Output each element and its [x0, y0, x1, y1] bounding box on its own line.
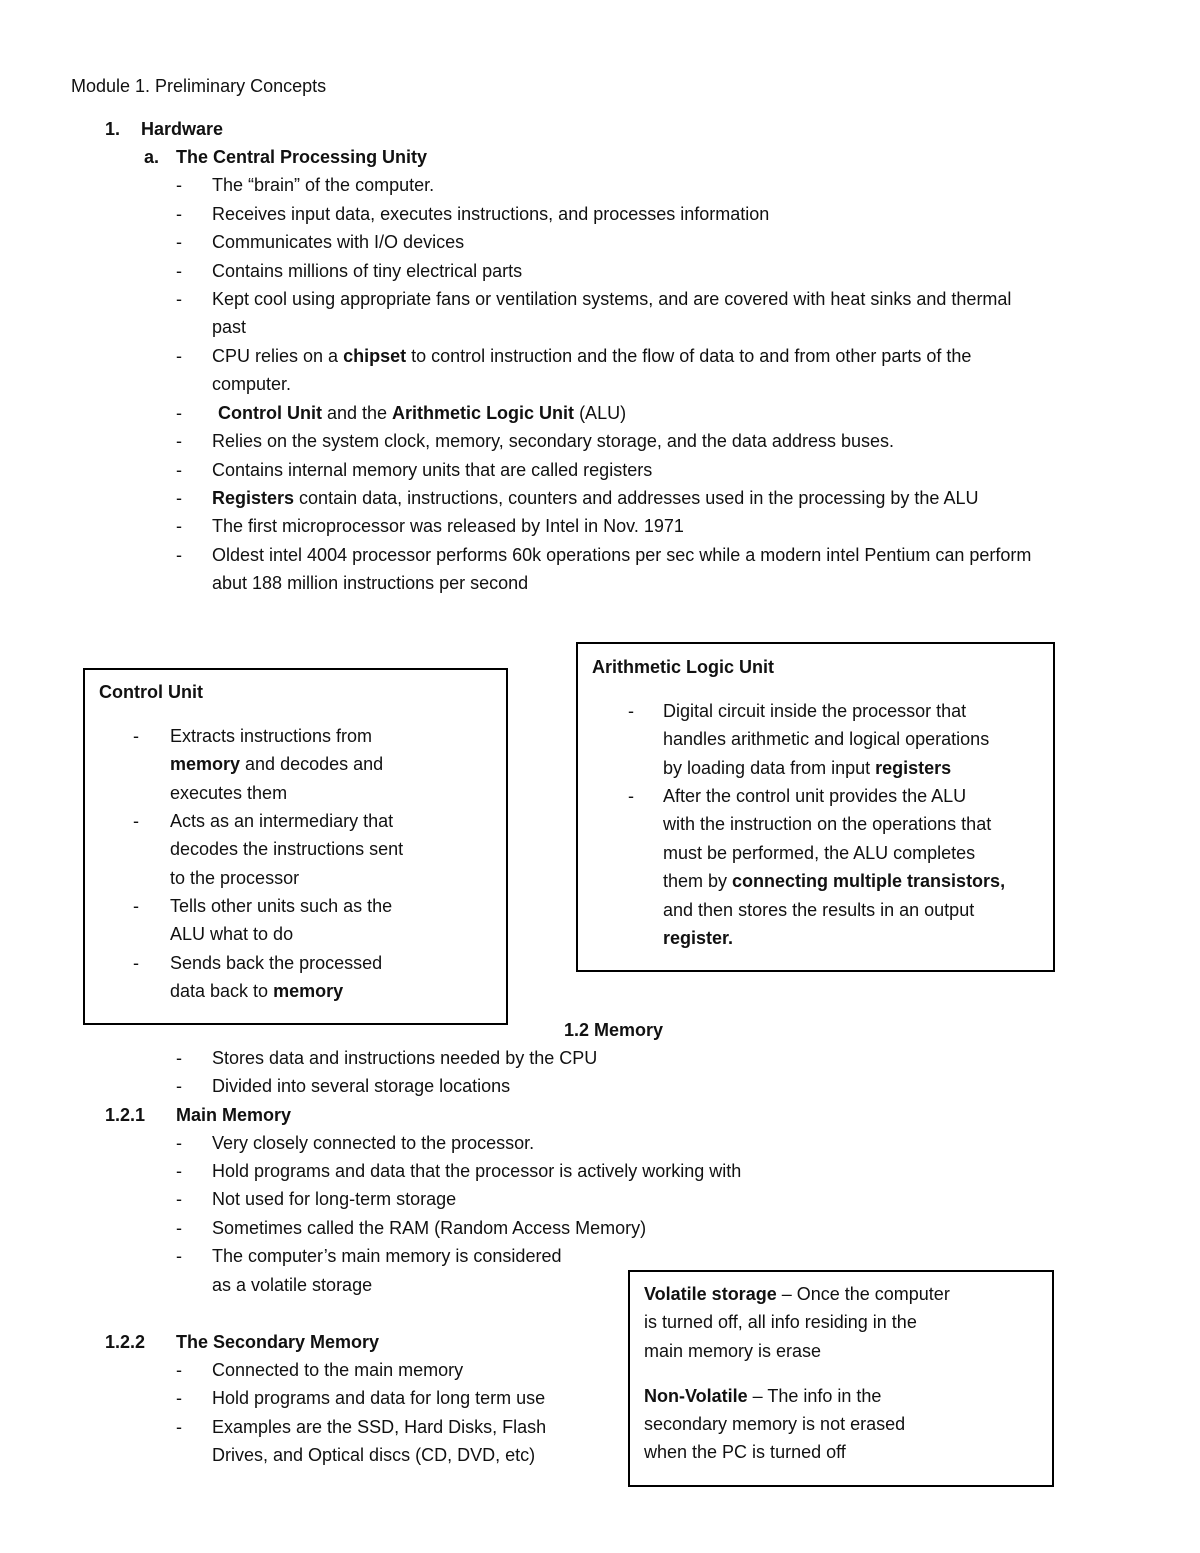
dash-bullet: -	[628, 701, 634, 721]
bullet-text	[212, 484, 978, 512]
dash-bullet: -	[176, 204, 182, 224]
hardware-number: 1.	[105, 119, 121, 139]
register-term: register.	[663, 928, 734, 948]
secondary-memory-number: 1.2.2	[105, 1332, 146, 1352]
bullet-text: The first microprocessor was released by Intel in Nov. 1971	[212, 516, 684, 536]
box-title: Arithmetic Logic Unit	[592, 657, 775, 677]
text-run: contain data, instructions, counters and addresses used in the processing by the ALU	[294, 488, 979, 508]
hardware-heading: Hardware	[141, 119, 224, 139]
text-run: and the	[321, 403, 393, 423]
bullet-text: Kept cool using appropriate fans or ventilation systems, and are covered with heat sinks and thermal	[212, 289, 1012, 309]
dash-bullet: -	[133, 953, 139, 973]
bullet-text: Connected to the main memory	[212, 1360, 464, 1380]
dash-bullet: -	[176, 431, 182, 451]
dash-bullet: -	[176, 1417, 182, 1437]
dash-bullet: -	[176, 516, 182, 536]
control-unit-term: Control Unit	[218, 403, 322, 423]
dash-bullet: -	[176, 346, 182, 366]
box-item-text	[170, 750, 383, 778]
box-item-text: Tells other units such as the	[170, 896, 393, 916]
bullet-text	[218, 399, 626, 427]
dash-bullet: -	[133, 726, 139, 746]
dash-bullet: -	[176, 261, 182, 281]
dash-bullet: -	[176, 1076, 182, 1096]
box-title: Control Unit	[99, 682, 203, 702]
bullet-text: Contains internal memory units that are called registers	[212, 460, 653, 480]
cpu-letter: a.	[144, 147, 160, 167]
box-item-text	[644, 1280, 950, 1308]
box-item-text: decodes the instructions sent	[170, 839, 404, 859]
bullet-text-continued: as a volatile storage	[212, 1275, 373, 1295]
box-item-text	[170, 977, 343, 1005]
dash-bullet: -	[176, 460, 182, 480]
bullet-text: Sometimes called the RAM (Random Access Memory)	[212, 1218, 647, 1238]
registers-term: registers	[875, 758, 952, 778]
bullet-text: Hold programs and data for long term use	[212, 1388, 546, 1408]
bullet-text: Communicates with I/O devices	[212, 232, 465, 252]
dash-bullet: -	[176, 403, 182, 423]
box-item-text: main memory is erase	[644, 1341, 822, 1361]
dash-bullet: -	[176, 1189, 182, 1209]
box-item-text: secondary memory is not erased	[644, 1414, 906, 1434]
box-item-text: and then stores the results in an output	[663, 900, 975, 920]
box-item-text: is turned off, all info residing in the	[644, 1312, 917, 1332]
bullet-text-continued: Drives, and Optical discs (CD, DVD, etc)	[212, 1445, 536, 1465]
chipset-term: chipset	[343, 346, 407, 366]
bullet-text: The computer’s main memory is considered	[212, 1246, 562, 1266]
bullet-text-continued: computer.	[212, 374, 292, 394]
text-run: CPU relies on a	[212, 346, 344, 366]
cpu-heading: The Central Processing Unity	[176, 147, 428, 167]
alu-term: Arithmetic Logic Unit	[392, 403, 575, 423]
bullet-text: Hold programs and data that the processor is actively working with	[212, 1161, 742, 1181]
box-item-text	[663, 754, 951, 782]
dash-bullet: -	[176, 1133, 182, 1153]
control-unit-box	[83, 668, 508, 1025]
box-item-text: Digital circuit inside the processor that	[663, 701, 967, 721]
transistors-term: connecting multiple transistors,	[732, 871, 1006, 891]
text-run: by loading data from input	[663, 758, 876, 778]
volatile-term: Volatile storage	[644, 1284, 777, 1304]
memory-term: memory	[170, 754, 241, 774]
memory-term: memory	[273, 981, 344, 1001]
text-run: (ALU)	[574, 403, 627, 423]
memory-heading: 1.2 Memory	[564, 1020, 664, 1040]
bullet-text: Very closely connected to the processor.	[212, 1133, 535, 1153]
box-item-text: to the processor	[170, 868, 300, 888]
box-item-text: handles arithmetic and logical operations	[663, 729, 990, 749]
dash-bullet: -	[176, 545, 182, 565]
bullet-text: Divided into several storage locations	[212, 1076, 511, 1096]
box-item-text: Sends back the processed	[170, 953, 383, 973]
bullet-text-continued: past	[212, 317, 247, 337]
registers-term: Registers	[212, 488, 295, 508]
bullet-text: Contains millions of tiny electrical parts	[212, 261, 523, 281]
bullet-text-continued: abut 188 million instructions per second	[212, 573, 529, 593]
volatile-box	[628, 1270, 1054, 1487]
dash-bullet: -	[176, 1360, 182, 1380]
dash-bullet: -	[628, 786, 634, 806]
module-title: Module 1. Preliminary Concepts	[71, 76, 327, 96]
dash-bullet: -	[133, 896, 139, 916]
dash-bullet: -	[176, 1048, 182, 1068]
dash-bullet: -	[176, 175, 182, 195]
dash-bullet: -	[176, 1246, 182, 1266]
dash-bullet: -	[133, 811, 139, 831]
box-item-text: when the PC is turned off	[644, 1442, 846, 1462]
box-item-text: must be performed, the ALU completes	[663, 843, 976, 863]
text-run: – Once the computer	[776, 1284, 950, 1304]
dash-bullet: -	[176, 1388, 182, 1408]
box-item-text: executes them	[170, 783, 288, 803]
alu-box	[576, 642, 1055, 972]
non-volatile-term: Non-Volatile	[644, 1386, 748, 1406]
dash-bullet: -	[176, 488, 182, 508]
main-memory-number: 1.2.1	[105, 1105, 146, 1125]
bullet-text: Stores data and instructions needed by the CPU	[212, 1048, 598, 1068]
text-run: and decodes and	[240, 754, 384, 774]
bullet-text: Relies on the system clock, memory, secondary storage, and the data address buses.	[212, 431, 895, 451]
box-item-text	[644, 1382, 881, 1410]
dash-bullet: -	[176, 232, 182, 252]
dash-bullet: -	[176, 1161, 182, 1181]
box-item-text	[663, 867, 1005, 895]
bullet-text: The “brain” of the computer.	[212, 175, 435, 195]
bullet-text: Examples are the SSD, Hard Disks, Flash	[212, 1417, 547, 1437]
box-item-text: Extracts instructions from	[170, 726, 373, 746]
text-run: them by	[663, 871, 733, 891]
bullet-text: Receives input data, executes instructions, and processes information	[212, 204, 770, 224]
bullet-text: Not used for long-term storage	[212, 1189, 457, 1209]
secondary-memory-heading: The Secondary Memory	[176, 1332, 380, 1352]
box-item-text: Acts as an intermediary that	[170, 811, 394, 831]
dash-bullet: -	[176, 289, 182, 309]
bullet-text: Oldest intel 4004 processor performs 60k operations per sec while a modern intel Pentium can perform	[212, 545, 1032, 565]
text-run: to control instruction and the flow of data to and from other parts of the	[406, 346, 972, 366]
main-memory-heading: Main Memory	[176, 1105, 292, 1125]
box-item-text: with the instruction on the operations that	[663, 814, 992, 834]
bullet-text	[212, 342, 971, 370]
box-item-text: ALU what to do	[170, 924, 294, 944]
text-run: – The info in the	[747, 1386, 882, 1406]
box-item-text: After the control unit provides the ALU	[663, 786, 967, 806]
dash-bullet: -	[176, 1218, 182, 1238]
text-run: data back to	[170, 981, 274, 1001]
